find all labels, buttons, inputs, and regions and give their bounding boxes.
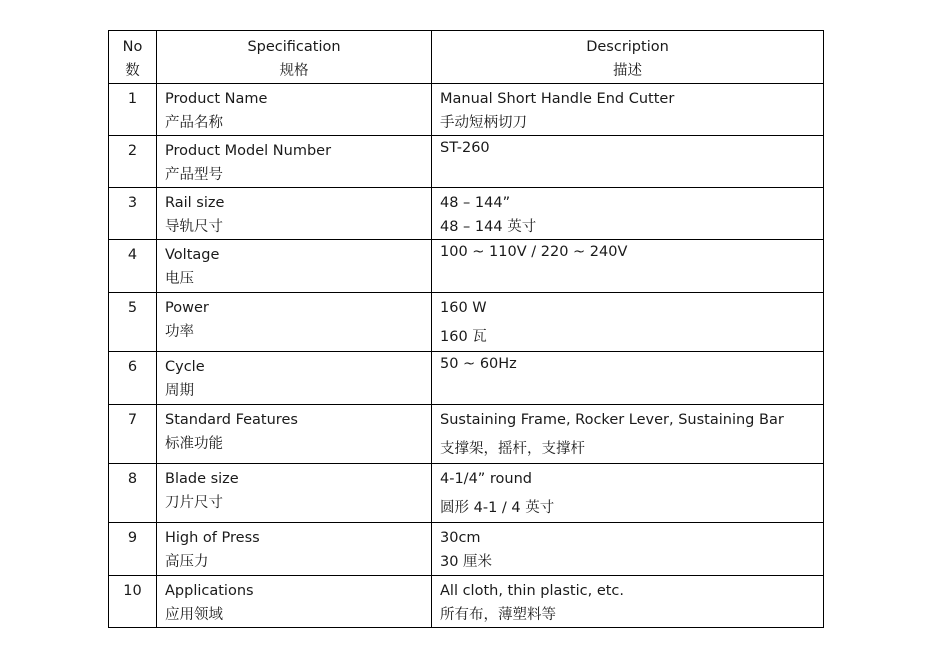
spec-cn: 标准功能 <box>165 436 223 452</box>
row-number: 6 <box>127 359 138 375</box>
desc-cell <box>432 405 824 464</box>
spec-cn: 高压力 <box>165 554 209 570</box>
desc-en: ST-260 <box>440 140 490 156</box>
desc-cell <box>432 464 824 523</box>
header-no-cn: 数 <box>125 63 140 79</box>
spec-cn: 导轨尺寸 <box>165 219 223 235</box>
desc-cell <box>432 136 824 188</box>
specification-table <box>108 30 824 628</box>
row-number-cell <box>109 352 157 405</box>
header-description <box>432 31 824 84</box>
row-number: 4 <box>127 247 138 263</box>
row-number-cell <box>109 576 157 628</box>
desc-cell <box>432 352 824 405</box>
desc-en: 100 ~ 110V / 220 ~ 240V <box>440 244 628 260</box>
desc-en: All cloth, thin plastic, etc. <box>440 583 625 599</box>
table-row <box>109 293 824 352</box>
row-number: 3 <box>127 195 138 211</box>
spec-en: Product Model Number <box>165 143 332 159</box>
desc-cn: 160 瓦 <box>440 329 487 345</box>
spec-en: Applications <box>165 583 254 599</box>
desc-cell <box>432 523 824 576</box>
spec-cell <box>157 188 432 240</box>
header-spec-cn: 规格 <box>279 63 309 79</box>
row-number: 9 <box>127 530 138 546</box>
desc-cn: 48 – 144 英寸 <box>440 219 537 235</box>
row-number-cell <box>109 293 157 352</box>
spec-cn: 应用领域 <box>165 607 223 623</box>
row-number: 5 <box>127 300 138 316</box>
desc-cn: 所有布，薄塑料等 <box>440 607 556 623</box>
spec-cell <box>157 136 432 188</box>
desc-en: 30cm <box>440 530 481 546</box>
spec-en: Standard Features <box>165 412 298 428</box>
header-desc-en: Description <box>586 39 669 55</box>
spec-cn: 刀片尺寸 <box>165 495 223 511</box>
table-row <box>109 188 824 240</box>
desc-cn: 30 厘米 <box>440 554 493 570</box>
table-row <box>109 240 824 293</box>
spec-cell <box>157 240 432 293</box>
desc-en: 48 – 144” <box>440 195 511 211</box>
row-number: 8 <box>127 471 138 487</box>
desc-cell <box>432 293 824 352</box>
desc-cell <box>432 188 824 240</box>
row-number: 2 <box>127 143 138 159</box>
header-no-en: No <box>122 39 143 55</box>
table-row <box>109 352 824 405</box>
spec-en: Voltage <box>165 247 220 263</box>
spec-cell <box>157 523 432 576</box>
spec-en: Power <box>165 300 209 316</box>
row-number-cell <box>109 240 157 293</box>
spec-cell <box>157 352 432 405</box>
row-number-cell <box>109 405 157 464</box>
spec-en: Rail size <box>165 195 225 211</box>
row-number-cell <box>109 84 157 136</box>
row-number-cell <box>109 523 157 576</box>
desc-en: 160 W <box>440 300 487 316</box>
desc-cell <box>432 240 824 293</box>
header-no <box>109 31 157 84</box>
spec-cn: 产品名称 <box>165 115 223 131</box>
row-number-cell <box>109 188 157 240</box>
spec-cell <box>157 84 432 136</box>
row-number: 1 <box>127 91 138 107</box>
row-number: 7 <box>127 412 138 428</box>
table-row <box>109 576 824 628</box>
table-row <box>109 84 824 136</box>
spec-cell <box>157 464 432 523</box>
table-row <box>109 464 824 523</box>
row-number-cell <box>109 464 157 523</box>
desc-en: 50 ~ 60Hz <box>440 356 517 372</box>
header-spec-en: Specification <box>247 39 341 55</box>
spec-cn: 功率 <box>165 324 194 340</box>
desc-cell <box>432 576 824 628</box>
row-number-cell <box>109 136 157 188</box>
spec-en: Cycle <box>165 359 205 375</box>
header-row <box>109 31 824 84</box>
desc-en: 4-1/4” round <box>440 471 533 487</box>
row-number: 10 <box>123 583 142 599</box>
desc-en: Sustaining Frame, Rocker Lever, Sustaining Bar <box>440 412 784 428</box>
header-desc-cn: 描述 <box>613 63 642 79</box>
spec-en: High of Press <box>165 530 260 546</box>
spec-cell <box>157 576 432 628</box>
table-row <box>109 136 824 188</box>
desc-cn: 圆形 4-1 / 4 英寸 <box>440 500 555 516</box>
table-row <box>109 405 824 464</box>
spec-en: Blade size <box>165 471 239 487</box>
spec-cell <box>157 293 432 352</box>
desc-cn: 手动短柄切刀 <box>440 115 527 131</box>
spec-cell <box>157 405 432 464</box>
desc-cn: 支撑架，摇杆，支撑杆 <box>440 441 585 457</box>
spec-cn: 产品型号 <box>165 167 223 183</box>
table-row <box>109 523 824 576</box>
desc-en: Manual Short Handle End Cutter <box>440 91 675 107</box>
spec-cn: 电压 <box>165 271 194 287</box>
header-specification <box>157 31 432 84</box>
spec-cn: 周期 <box>165 383 194 399</box>
desc-cell <box>432 84 824 136</box>
spec-en: Product Name <box>165 91 268 107</box>
